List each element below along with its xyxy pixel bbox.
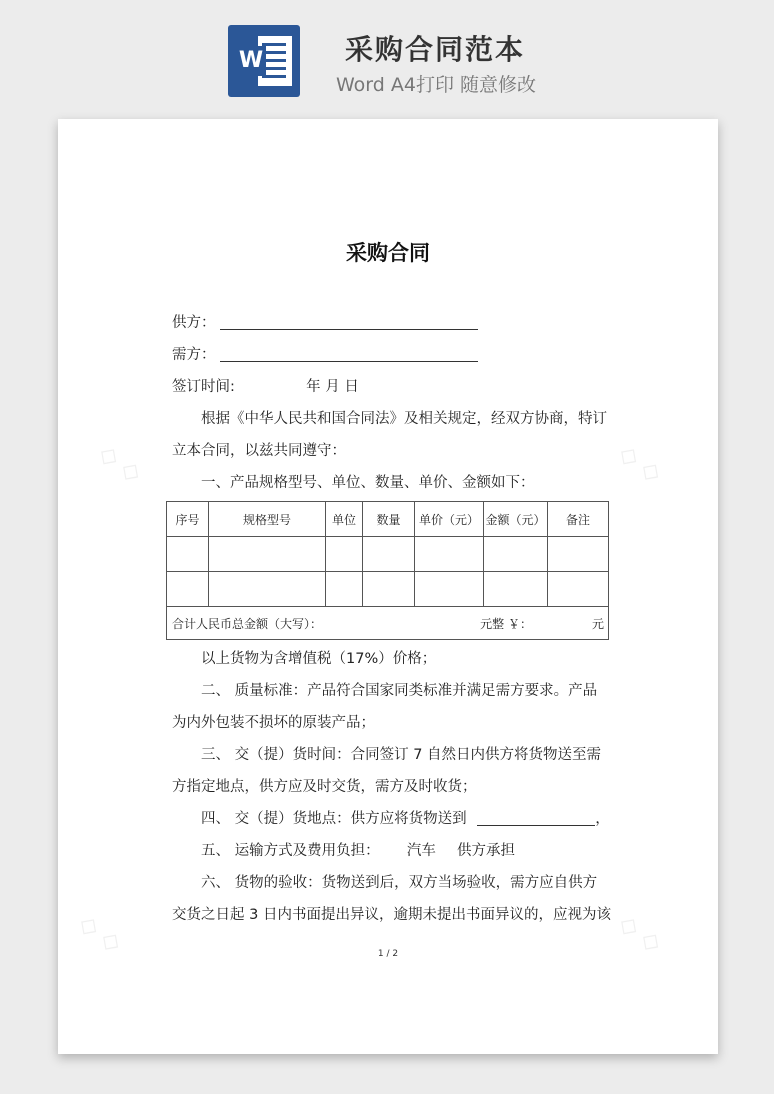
clause-4: 四、 交（提）货地点：供方应将货物送到	[201, 811, 467, 827]
table-row	[167, 572, 609, 607]
clause-2-line-2: 为内外包装不损坏的原装产品；	[172, 715, 375, 731]
word-logo-icon	[228, 25, 300, 97]
watermark: ◇ ◇	[94, 438, 148, 488]
total-unit: 元	[591, 616, 604, 631]
buyer-blank[interactable]	[220, 347, 478, 362]
goods-table	[166, 501, 609, 640]
watermark: ◇ ◇	[614, 438, 668, 488]
sign-date-label: 签订时间:	[172, 379, 235, 395]
fee-bearer: 供方承担	[457, 843, 516, 859]
table-header-cell: 单价（元）	[415, 502, 484, 537]
header-title: 采购合同范本	[344, 33, 525, 66]
table-header-cell: 序号	[167, 502, 209, 537]
logo-letter: W	[236, 46, 266, 76]
table-cell[interactable]	[484, 537, 548, 572]
total-label: 合计人民币总金额（大写）：	[172, 616, 323, 631]
buyer-label: 需方：	[172, 347, 216, 363]
document-title: 采购合同	[346, 241, 430, 265]
table-cell[interactable]	[167, 572, 209, 607]
table-cell[interactable]	[548, 572, 609, 607]
clause-4-line	[172, 809, 610, 829]
clause-6-line-1: 六、 货物的验收：货物送到后，双方当场验收，需方应自供方	[201, 875, 598, 891]
table-total-row	[167, 607, 609, 640]
table-header-cell: 金额（元）	[484, 502, 548, 537]
table-header-cell: 数量	[363, 502, 415, 537]
clause-1: 一、产品规格型号、单位、数量、单价、金额如下：	[201, 475, 535, 491]
sign-date-units: 年 月 日	[306, 379, 359, 395]
page-header	[0, 0, 774, 110]
supplier-line	[172, 313, 604, 333]
table-row	[167, 537, 609, 572]
transport-mode: 汽车	[406, 843, 436, 859]
table-cell[interactable]	[415, 537, 484, 572]
document-page	[58, 119, 718, 1054]
table-cell[interactable]	[484, 572, 548, 607]
table-header-cell: 单位	[326, 502, 363, 537]
watermark: ◇ ◇	[74, 908, 128, 958]
clause-5-line	[172, 841, 604, 861]
delivery-place-blank[interactable]	[477, 811, 595, 826]
clause-3-line-2: 方指定地点，供方应及时交货，需方及时收货；	[172, 779, 477, 795]
supplier-blank[interactable]	[220, 315, 478, 330]
supplier-label: 供方：	[172, 315, 216, 331]
tax-note: 以上货物为含增值税（17%）价格；	[201, 651, 437, 667]
table-cell[interactable]	[209, 537, 326, 572]
clause-6-line-2: 交货之日起 3 日内书面提出异议，逾期未提出书面异议的，应视为该	[172, 907, 611, 923]
table-cell[interactable]	[548, 537, 609, 572]
clause-2-line-1: 二、 质量标准：产品符合国家同类标准并满足需方要求。产品	[201, 683, 598, 699]
watermark: ◇ ◇	[614, 908, 668, 958]
table-header-cell: 规格型号	[209, 502, 326, 537]
total-mid: 元整 ￥：	[480, 616, 532, 631]
intro-line-2: 立本合同，以兹共同遵守：	[172, 443, 346, 459]
intro-line-1: 根据《中华人民共和国合同法》及相关规定，经双方协商，特订	[201, 411, 607, 427]
table-cell[interactable]	[415, 572, 484, 607]
buyer-line	[172, 345, 604, 365]
table-cell[interactable]	[363, 572, 415, 607]
clause-4-end: ，	[595, 811, 610, 827]
table-cell[interactable]	[363, 537, 415, 572]
sign-date-line	[172, 377, 604, 397]
clause-5: 五、 运输方式及费用负担：	[201, 843, 380, 859]
table-header-cell: 备注	[548, 502, 609, 537]
header-subtitle: Word A4打印 随意修改	[335, 74, 536, 96]
table-cell[interactable]	[326, 537, 363, 572]
table-cell[interactable]	[209, 572, 326, 607]
page-number: 1 / 2	[377, 949, 399, 959]
clause-3-line-1: 三、 交（提）货时间：合同签订 7 自然日内供方将货物送至需	[201, 747, 602, 763]
table-cell[interactable]	[167, 537, 209, 572]
table-header-row	[167, 502, 609, 537]
table-total-cell[interactable]	[167, 607, 609, 640]
table-cell[interactable]	[326, 572, 363, 607]
